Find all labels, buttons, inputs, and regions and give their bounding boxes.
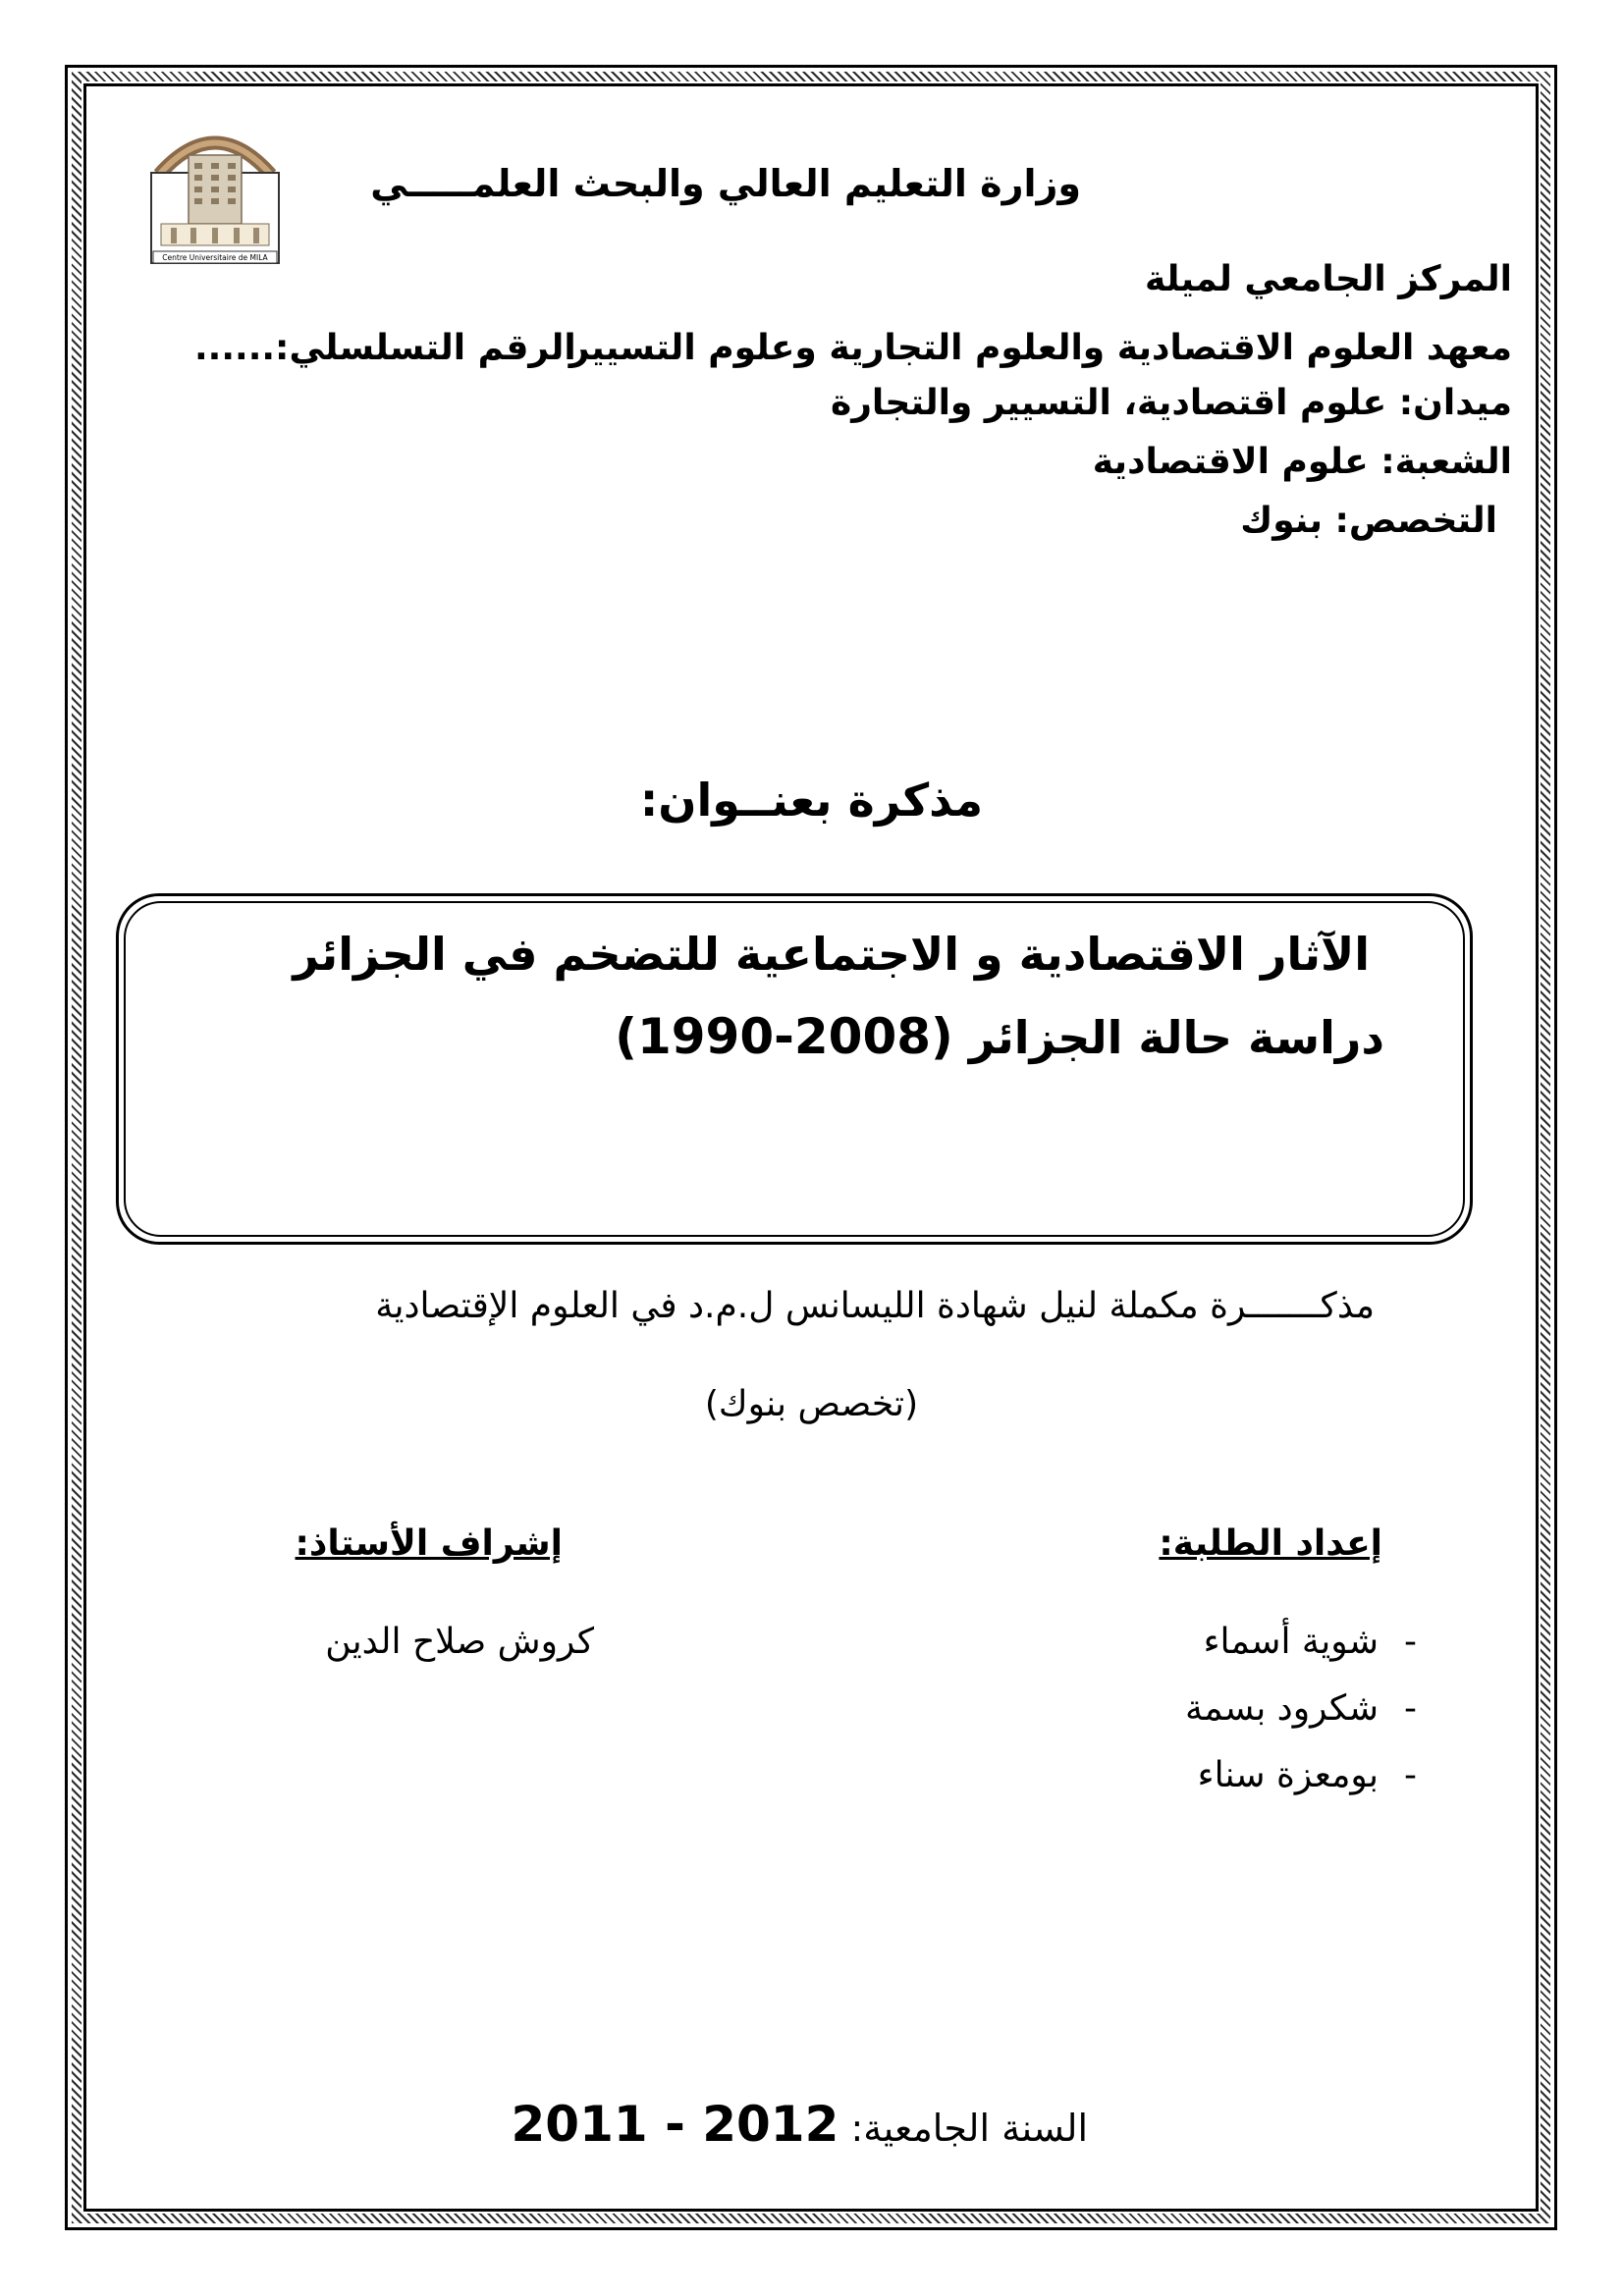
thesis-subtitle: دراسة حالة الجزائر — [952, 1011, 1384, 1064]
serial-number: الرقم التسلسلي:...... — [194, 328, 576, 368]
list-bullet: - — [1404, 1755, 1417, 1795]
thesis-title-line2 — [615, 1008, 1384, 1065]
supervisor-label: إشراف الأستاذ: — [295, 1523, 563, 1564]
university-center: المركز الجامعي لميلة — [1144, 259, 1512, 299]
logo-caption: Centre Universitaire de MILA — [162, 253, 268, 262]
memo-heading: مذكرة بعنــوان: — [639, 774, 984, 827]
institute-name: معهد العلوم الاقتصادية والعلوم التجارية وعلوم التسيير — [568, 328, 1512, 368]
university-logo — [137, 116, 293, 273]
thesis-years: (1990-2008) — [615, 1008, 953, 1065]
student-item — [1198, 1755, 1417, 1795]
student-name: شوية أسماء — [1203, 1622, 1379, 1662]
academic-year — [512, 2096, 1089, 2153]
certificate-specialty: (تخصص بنوك) — [704, 1384, 919, 1424]
students-label: إعداد الطلبة: — [1159, 1523, 1382, 1564]
student-item — [1185, 1688, 1417, 1729]
thesis-title-line1: الآثار الاقتصادية و الاجتماعية للتضخم في الجزائر — [293, 928, 1370, 981]
academic-year-label: السنة الجامعية: — [839, 2107, 1088, 2150]
branch-name: الشعبة: علوم الاقتصادية — [1092, 442, 1512, 482]
ministry-name: وزارة التعليم العالي والبحث العلمـــــي — [370, 162, 1081, 205]
field-name: ميدان: علوم اقتصادية، التسيير والتجارة — [830, 383, 1512, 423]
student-name: شكرود بسمة — [1184, 1688, 1379, 1729]
student-name: بومعزة سناء — [1197, 1755, 1379, 1795]
academic-year-value: 2011 - 2012 — [511, 2096, 839, 2153]
supervisor-name: كروش صلاح الدين — [325, 1622, 594, 1662]
student-item — [1204, 1622, 1417, 1662]
specialty-name: التخصص: بنوك — [1240, 501, 1497, 541]
list-bullet: - — [1404, 1622, 1417, 1662]
certificate-line: مذكـــــــرة مكملة لنيل شهادة الليسانس ل.م.د في العلوم الإقتصادية — [375, 1286, 1375, 1326]
list-bullet: - — [1404, 1688, 1417, 1729]
